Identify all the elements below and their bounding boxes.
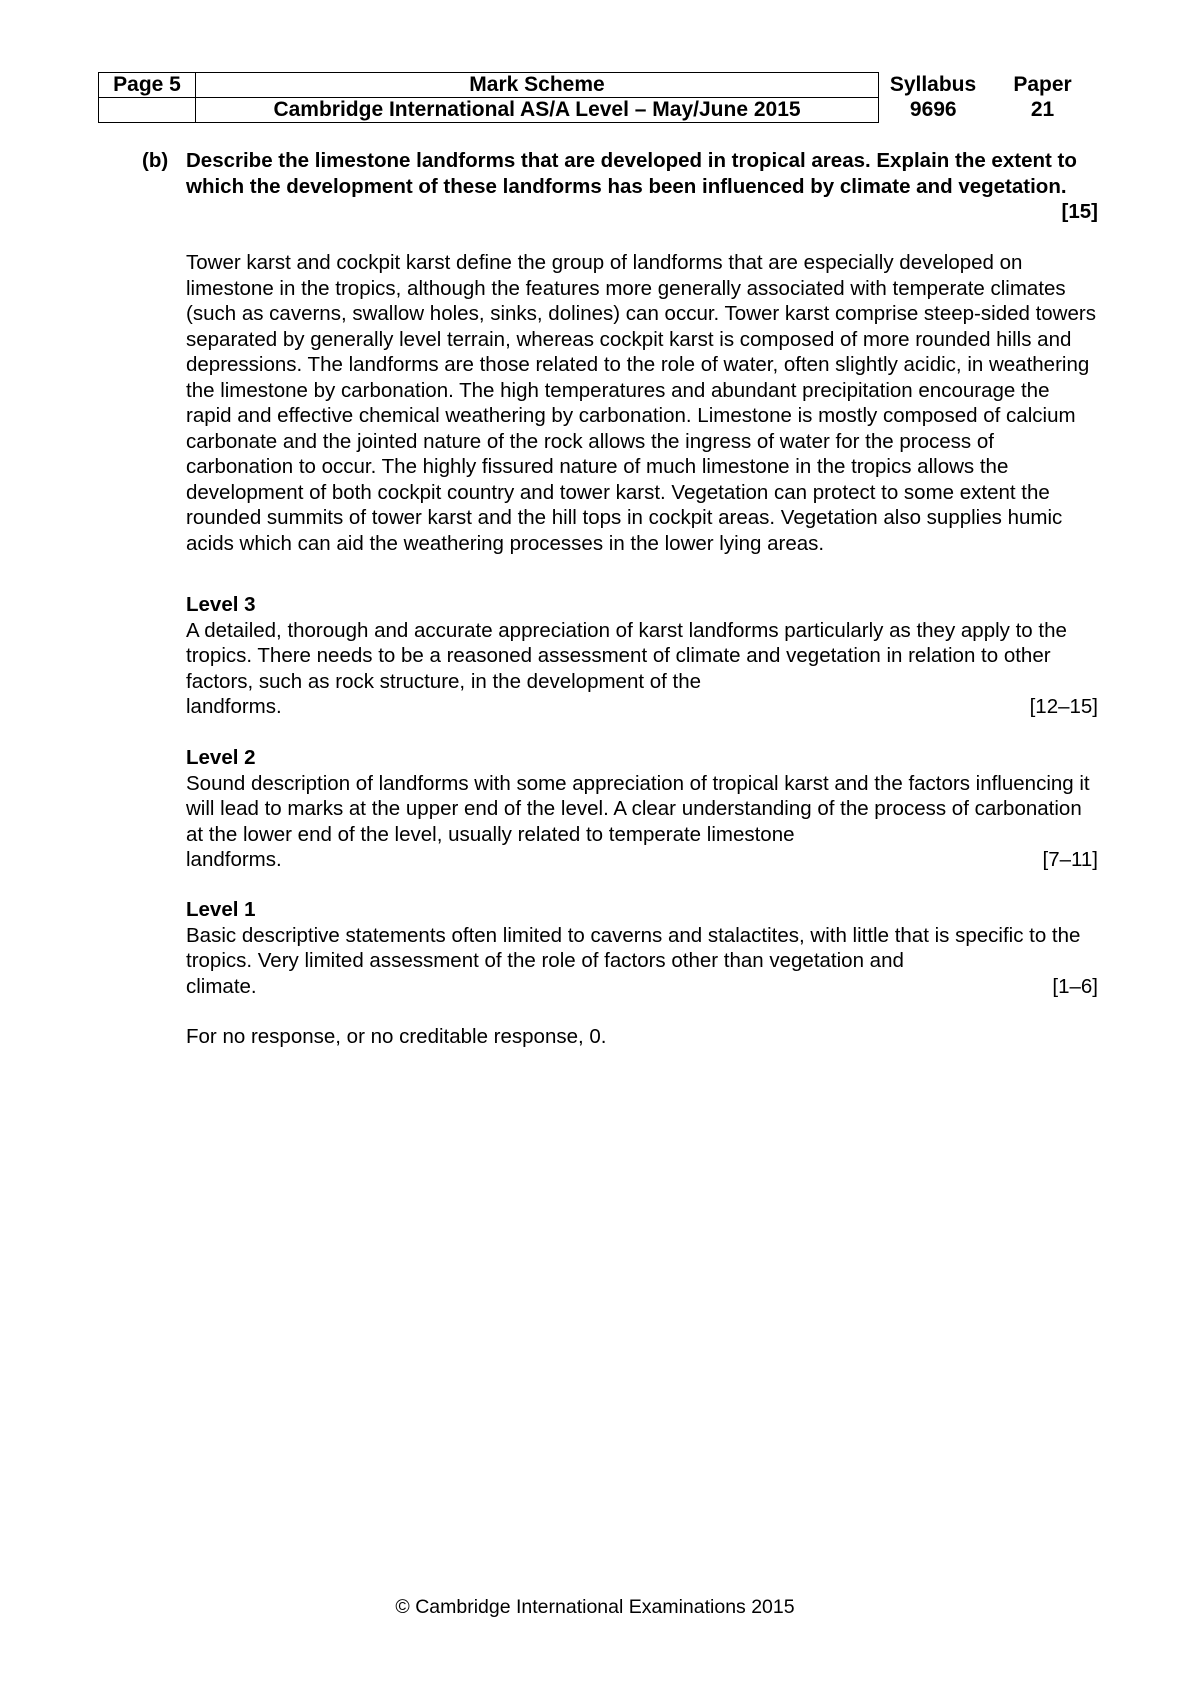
answer-paragraph: Tower karst and cockpit karst define the group of landforms that are especially developed on limestone in the tropics, although the features more generally associated with temperate climates (such as caverns, swallow holes, sinks, dolines) can occur. Tower karst comprise steep-sided towers separated by generally level terrain, whereas cockpit karst is composed of more rounded hills and depressions. The landforms are those related to the role of water, often slightly acidic, in weathering the limestone by carbonation. The high temperatures and abundant precipitation encourage the rapid and effective chemical weathering by carbonation. Limestone is mostly composed of calcium carbonate and the jointed nature of the rock allows the ingress of water for the process of carbonation to occur. The highly fissured nature of much limestone in the tropics allows the development of both cockpit country and tower karst. Vegetation can protect to some extent the rounded summits of tower karst and the hill tops in cockpit areas. Vegetation also supplies humic acids which can aid the weathering processes in the lower lying areas. [186, 251, 1096, 555]
header-table [98, 72, 1098, 123]
copyright-footer: © Cambridge International Examinations 2015 [395, 1596, 795, 1618]
document-title: Mark Scheme [196, 73, 879, 98]
question-label: (b) [142, 149, 169, 172]
level-last-line [186, 974, 1098, 1000]
level-marks: [7–11] [1042, 848, 1098, 871]
document-subtitle: Cambridge International AS/A Level – May/June 2015 [196, 98, 879, 123]
level-last-word: landforms. [186, 695, 282, 718]
level-heading: Level 3 [186, 593, 256, 616]
level-marks: [1–6] [1052, 974, 1098, 998]
page-number: Page 5 [99, 73, 196, 98]
level-last-line [186, 847, 1098, 873]
syllabus-label: Syllabus [889, 73, 977, 96]
question-marks: [15] [1061, 200, 1098, 223]
paper-value: 21 [1030, 98, 1055, 121]
level-last-word: climate. [186, 974, 257, 998]
level-3-block [186, 592, 1098, 720]
level-last-line [186, 694, 1098, 720]
level-heading: Level 1 [186, 898, 256, 921]
no-response-statement: For no response, or no creditable response, 0. [186, 1025, 607, 1048]
level-1-block [186, 897, 1098, 999]
level-description: Sound description of landforms with some appreciation of tropical karst and the factors influencing it will lead to marks at the upper end of the level. A clear understanding of the process of carbonation at the lower end of the level, usually related to temperate limestone [186, 771, 1090, 846]
paper-label: Paper [1013, 73, 1072, 96]
header-blank-cell [99, 98, 196, 123]
level-description: A detailed, thorough and accurate appreciation of karst landforms particularly as they apply to the tropics. There needs to be a reasoned assessment of climate and vegetation in relation to other factors, such as rock structure, in the development of the [186, 618, 1067, 693]
level-marks: [12–15] [1029, 695, 1098, 718]
level-last-word: landforms. [186, 848, 282, 871]
syllabus-value: 9696 [909, 98, 957, 121]
question-text-block [186, 148, 1098, 225]
question-text: Describe the limestone landforms that are developed in tropical areas. Explain the extent to which the development of these landforms has been influenced by climate and vegetation. [186, 149, 1077, 198]
level-description: Basic descriptive statements often limited to caverns and stalactites, with little that is specific to the tropics. Very limited assessment of the role of factors other than vegetation and [186, 923, 1081, 972]
level-2-block [186, 745, 1098, 873]
level-heading: Level 2 [186, 746, 256, 769]
